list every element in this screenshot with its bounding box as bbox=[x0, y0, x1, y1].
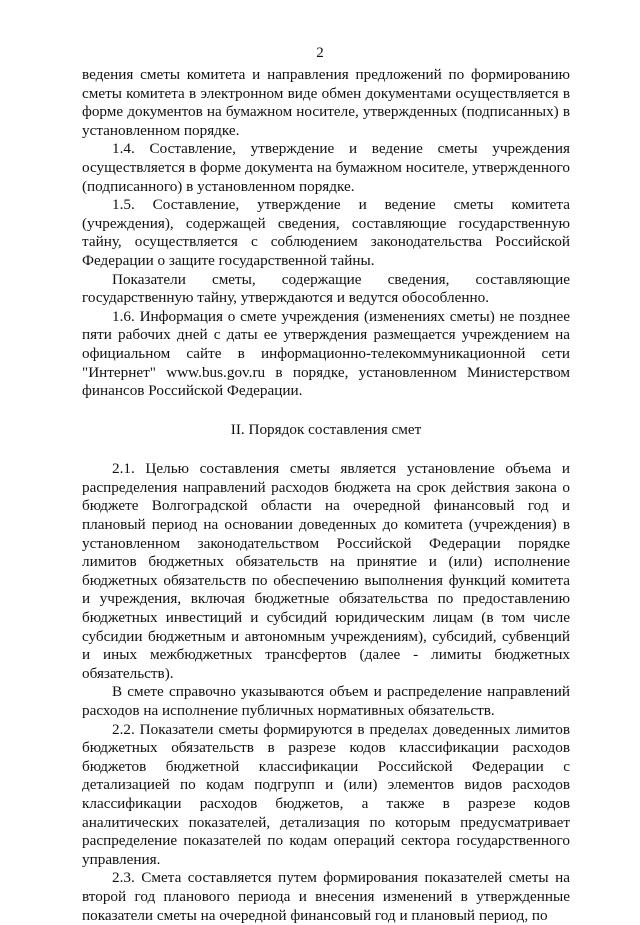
paragraph-1-6: 1.6. Информация о смете учреждения (изменениях сметы) не позднее пяти рабочих дней с даты ее утверждения размещается учреждением на официальном сайте в информационно-телекоммуникационной сети "Интернет" www.bus.gov.ru в порядке, установленном Министерством финансов Российской Федерации. bbox=[82, 307, 570, 400]
paragraph-secret-indicators: Показатели сметы, содержащие сведения, составляющие государственную тайну, утверждаются и ведутся обособленно. bbox=[82, 270, 570, 307]
paragraph-2-3: 2.3. Смета составляется путем формирования показателей сметы на второй год планового периода и внесения изменений в утвержденные показатели сметы на очередной финансовый год и плановый период, по bbox=[82, 869, 570, 924]
document-body bbox=[82, 66, 570, 925]
paragraph-2-2: 2.2. Показатели сметы формируются в пределах доведенных лимитов бюджетных обязательств в разрезе кодов классификации расходов бюджетов бюджетной классификации Российской Федерации с детализацией по кодам подгрупп и (или) элементов видов расходов классификации расходов бюджетов, а также в разрезе кодов аналитических показателей, детализация по которым предусматривает распределение показателей по кодам операций сектора государственного управления. bbox=[82, 720, 570, 868]
paragraph-1-5: 1.5. Составление, утверждение и ведение сметы комитета (учреждения), содержащей сведения, составляющие государственную тайну, осуществляется с соблюдением законодательства Российской Федерации о защите государственной тайны. bbox=[82, 196, 570, 269]
paragraph-continuation: ведения сметы комитета и направления предложений по формированию сметы комитета в электронном виде обмен документами осуществляется в форме документов на бумажном носителе, утвержденных (подписанных) в установленном порядке. bbox=[82, 66, 570, 139]
paragraph-2-1: 2.1. Целью составления сметы является установление объема и распределения направлений расходов бюджета на срок действия закона о бюджете Волгоградской области на очередной финансовый год и плановый период на основании доведенных до комитета (учреждения) в установленном законодательством Российской Федерации порядке лимитов бюджетных обязательств на принятие и (или) исполнение бюджетных обязательств по обеспечению выполнения функций комитета и учреждения, включая бюджетные обязательства по предоставлению бюджетных инвестиций и субсидий юридическим лицам (в том числе субсидии бюджетным и автономным учреждениям), субсидий, субвенций и иных межбюджетных трансфертов (далее - лимиты бюджетных обязательств). bbox=[82, 460, 570, 682]
page-number: 2 bbox=[316, 45, 324, 61]
paragraph-1-4: 1.4. Составление, утверждение и ведение сметы учреждения осуществляется в форме документа на бумажном носителе, утвержденного (подписанного) в установленном порядке. bbox=[82, 140, 570, 195]
paragraph-public-obligations: В смете справочно указываются объем и распределение направлений расходов на исполнение публичных нормативных обязательств. bbox=[82, 683, 570, 719]
section-heading: II. Порядок составления смет bbox=[230, 420, 422, 438]
